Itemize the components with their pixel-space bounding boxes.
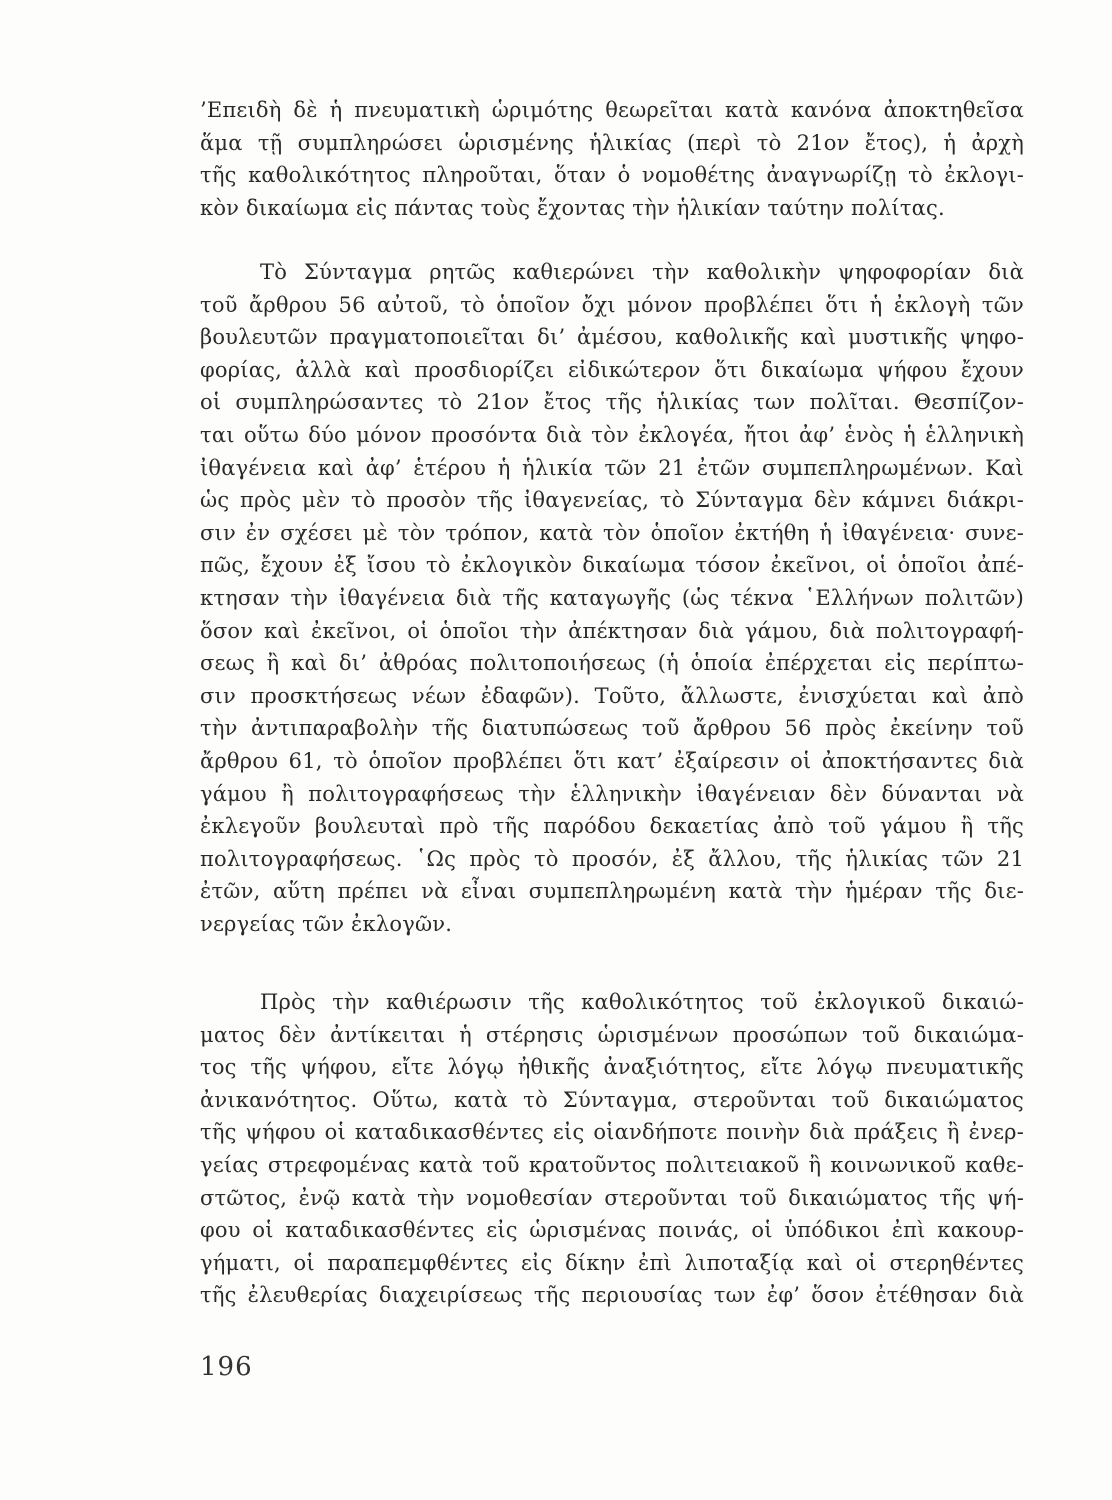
text-line: κτησαν τὴν ἰθαγένεια διὰ τῆς καταγωγῆς (ὡς τέκνα ῾Ελλήνων πολιτῶν) — [200, 585, 1024, 610]
text-line: ἐκλεγοῦν βουλευταὶ πρὸ τῆς παρόδου δεκαετίας ἀπὸ τοῦ γάμου ἢ τῆς — [200, 814, 1024, 839]
text-line: τοῦ ἄρθρου 56 αὐτοῦ, τὸ ὁποῖον ὄχι μόνον προβλέπει ὅτι ἡ ἐκλογὴ τῶν — [200, 292, 1024, 317]
text-line: ’Επειδὴ δὲ ἡ πνευματικὴ ὡριμότης θεωρεῖται κατὰ κανόνα ἀποκτηθεῖσα — [200, 98, 1024, 122]
text-line: ματος δὲν ἀντίκειται ἡ στέρησις ὡρισμένων προσώπων τοῦ δικαιώμα- — [200, 1022, 1024, 1047]
text-line: στῶτος, ἐνῷ κατὰ τὴν νομοθεσίαν στεροῦνται τοῦ δικαιώματος τῆς ψή- — [200, 1185, 1024, 1210]
text-line: πολιτογραφήσεως. ῾Ως πρὸς τὸ προσόν, ἐξ ἄλλου, τῆς ἡλικίας τῶν 21 — [200, 846, 1024, 871]
text-line: σεως ἢ καὶ δι’ ἀθρόας πολιτοποιήσεως (ἡ ὁποία ἐπέρχεται εἰς περίπτω- — [200, 651, 1024, 676]
page-number: 196 — [200, 1352, 253, 1382]
text-line: ἅμα τῇ συμπληρώσει ὡρισμένης ἡλικίας (περὶ τὸ 21ον ἔτος), ἡ ἀρχὴ — [200, 130, 1024, 155]
text-line: τῆς ἐλευθερίας διαχειρίσεως τῆς περιουσίας των ἐφ’ ὅσον ἐτέθησαν διὰ — [200, 1283, 1024, 1308]
text-line: κὸν δικαίωμα εἰς πάντας τοὺς ἔχοντας τὴν ἡλικίαν ταύτην πολίτας. — [200, 195, 945, 220]
text-line: Πρὸς τὴν καθιέρωσιν τῆς καθολικότητος τοῦ ἐκλογικοῦ δικαιώ- — [260, 990, 1024, 1014]
text-line: Τὸ Σύνταγμα ρητῶς καθιερώνει τὴν καθολικὴν ψηφοφορίαν διὰ — [260, 260, 1024, 284]
text-line: σιν προσκτήσεως νέων ἐδαφῶν). Τοῦτο, ἄλλωστε, ἐνισχύεται καὶ ἀπὸ — [200, 683, 1024, 708]
paragraph-2 — [200, 256, 1024, 940]
text-line: ἐτῶν, αὕτη πρέπει νὰ εἶναι συμπεπληρωμένη κατὰ τὴν ἡμέραν τῆς διε- — [200, 879, 1024, 904]
text-line: γάμου ἢ πολιτογραφήσεως τὴν ἑλληνικὴν ἰθαγένειαν δὲν δύνανται νὰ — [200, 781, 1024, 806]
text-line: τῆς ψήφου οἱ καταδικασθέντες εἰς οἱανδήποτε ποινὴν διὰ πράξεις ἢ ἐνερ- — [200, 1120, 1024, 1145]
text-line: τος τῆς ψήφου, εἴτε λόγῳ ἠθικῆς ἀναξιότητος, εἴτε λόγῳ πνευματικῆς — [200, 1055, 1024, 1080]
text-line: τὴν ἀντιπαραβολὴν τῆς διατυπώσεως τοῦ ἄρθρου 56 πρὸς ἐκείνην τοῦ — [200, 716, 1024, 741]
text-line: ται οὕτω δύο μόνον προσόντα διὰ τὸν ἐκλογέα, ἤτοι ἀφ’ ἑνὸς ἡ ἑλληνικὴ — [200, 422, 1024, 447]
text-line: βουλευτῶν πραγματοποιεῖται δι’ ἀμέσου, καθολικῆς καὶ μυστικῆς ψηφο- — [200, 325, 1024, 350]
text-line: πῶς, ἔχουν ἐξ ἴσου τὸ ἐκλογικὸν δικαίωμα τόσον ἐκεῖνοι, οἱ ὁποῖοι ἀπέ- — [200, 553, 1024, 578]
paragraph-1 — [200, 94, 1024, 224]
text-line: γήματι, οἱ παραπεμφθέντες εἰς δίκην ἐπὶ λιποταξίᾳ καὶ οἱ στερηθέντες — [200, 1250, 1024, 1275]
text-line: σιν ἐν σχέσει μὲ τὸν τρόπον, κατὰ τὸν ὁποῖον ἐκτήθη ἡ ἰθαγένεια· συνε- — [200, 520, 1024, 545]
text-line: φου οἱ καταδικασθέντες εἰς ὡρισμένας ποινάς, οἱ ὑπόδικοι ἐπὶ κακουρ- — [200, 1218, 1024, 1243]
text-line: ὡς πρὸς μὲν τὸ προσὸν τῆς ἰθαγενείας, τὸ Σύνταγμα δὲν κάμνει διάκρι- — [200, 488, 1024, 513]
text-line: οἱ συμπληρώσαντες τὸ 21ον ἔτος τῆς ἡλικίας των πολῖται. Θεσπίζον- — [200, 390, 1024, 415]
text-line: νεργείας τῶν ἐκλογῶν. — [200, 911, 453, 936]
paragraph-3 — [200, 986, 1024, 1312]
text-line: φορίας, ἀλλὰ καὶ προσδιορίζει εἰδικώτερον ὅτι δικαίωμα ψήφου ἔχουν — [200, 357, 1024, 382]
text-line: ὅσον καὶ ἐκεῖνοι, οἱ ὁποῖοι τὴν ἀπέκτησαν διὰ γάμου, διὰ πολιτογραφή- — [200, 618, 1024, 643]
text-line: ἄρθρου 61, τὸ ὁποῖον προβλέπει ὅτι κατ’ ἐξαίρεσιν οἱ ἀποκτήσαντες διὰ — [200, 748, 1024, 773]
text-line: γείας στρεφομένας κατὰ τοῦ κρατοῦντος πολιτειακοῦ ἢ κοινωνικοῦ καθε- — [200, 1152, 1024, 1177]
text-line: ἀνικανότητος. Οὕτω, κατὰ τὸ Σύνταγμα, στεροῦνται τοῦ δικαιώματος — [200, 1087, 1024, 1112]
text-line: τῆς καθολικότητος πληροῦται, ὅταν ὁ νομοθέτης ἀναγνωρίζῃ τὸ ἐκλογι- — [200, 163, 1024, 188]
text-line: ἰθαγένεια καὶ ἀφ’ ἑτέρου ἡ ἡλικία τῶν 21 ἐτῶν συμπεπληρωμένων. Καὶ — [200, 455, 1024, 480]
